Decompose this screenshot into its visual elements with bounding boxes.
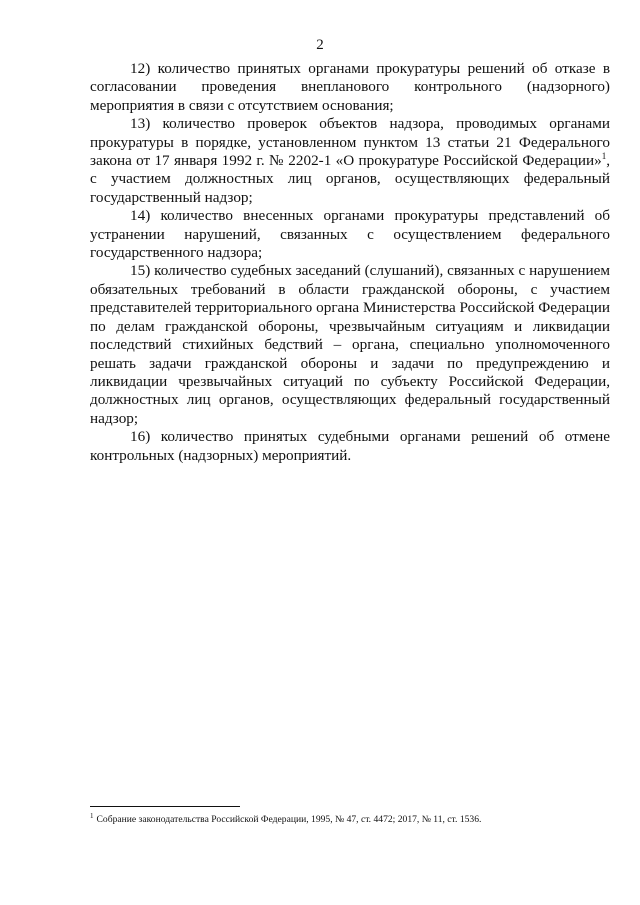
paragraph-item-13-text-before: 13) количество проверок объектов надзора, проводимых органами прокуратуры в порядке, установленном пунктом 13 статьи 21 Федерального закона от 17 января 1992 г. № 2202-1 «О прокуратуре Российской Федерации» xyxy=(90,115,610,170)
footnote-reference: 1 xyxy=(601,150,607,161)
page-number: 2 xyxy=(316,37,324,53)
paragraph-item-15: 15) количество судебных заседаний (слушаний), связанных с нарушением обязательных требований в области гражданской обороны, с участием представителей территориального органа Министерства Российской Федерации по делам гражданской обороны, чрезвычайным ситуациям и ликвидации последствий стихийных бедствий – органа, специально уполномоченного решать задачи гражданской обороны и задачи по предупреждению и ликвидации чрезвычайных ситуаций по субъекту Российской Федерации, должностных лиц органов, осуществляющих федеральный государственный надзор; xyxy=(90,262,610,427)
paragraph-item-12: 12) количество принятых органами прокуратуры решений об отказе в согласовании проведения внепланового контрольного (надзорного) мероприятия в связи с отсутствием основания; xyxy=(90,60,610,114)
paragraph-item-13-text-after: , с участием должностных лиц органов, осуществляющих федеральный государственный надзор; xyxy=(90,152,610,206)
document-body xyxy=(90,60,610,465)
footnote-divider xyxy=(90,806,240,807)
paragraph-item-16: 16) количество принятых судебными органами решений об отмене контрольных (надзорных) мероприятий. xyxy=(90,428,610,464)
paragraph-item-13 xyxy=(90,115,610,207)
footnote-text: Собрание законодательства Российской Федерации, 1995, № 47, ст. 4472; 2017, № 11, ст. 1536. xyxy=(96,814,482,825)
paragraph-item-14: 14) количество внесенных органами прокуратуры представлений об устранении нарушений, связанных с осуществлением федерального государственного надзора; xyxy=(90,207,610,262)
footnote-marker: 1 xyxy=(90,811,94,820)
footnote xyxy=(90,811,610,826)
